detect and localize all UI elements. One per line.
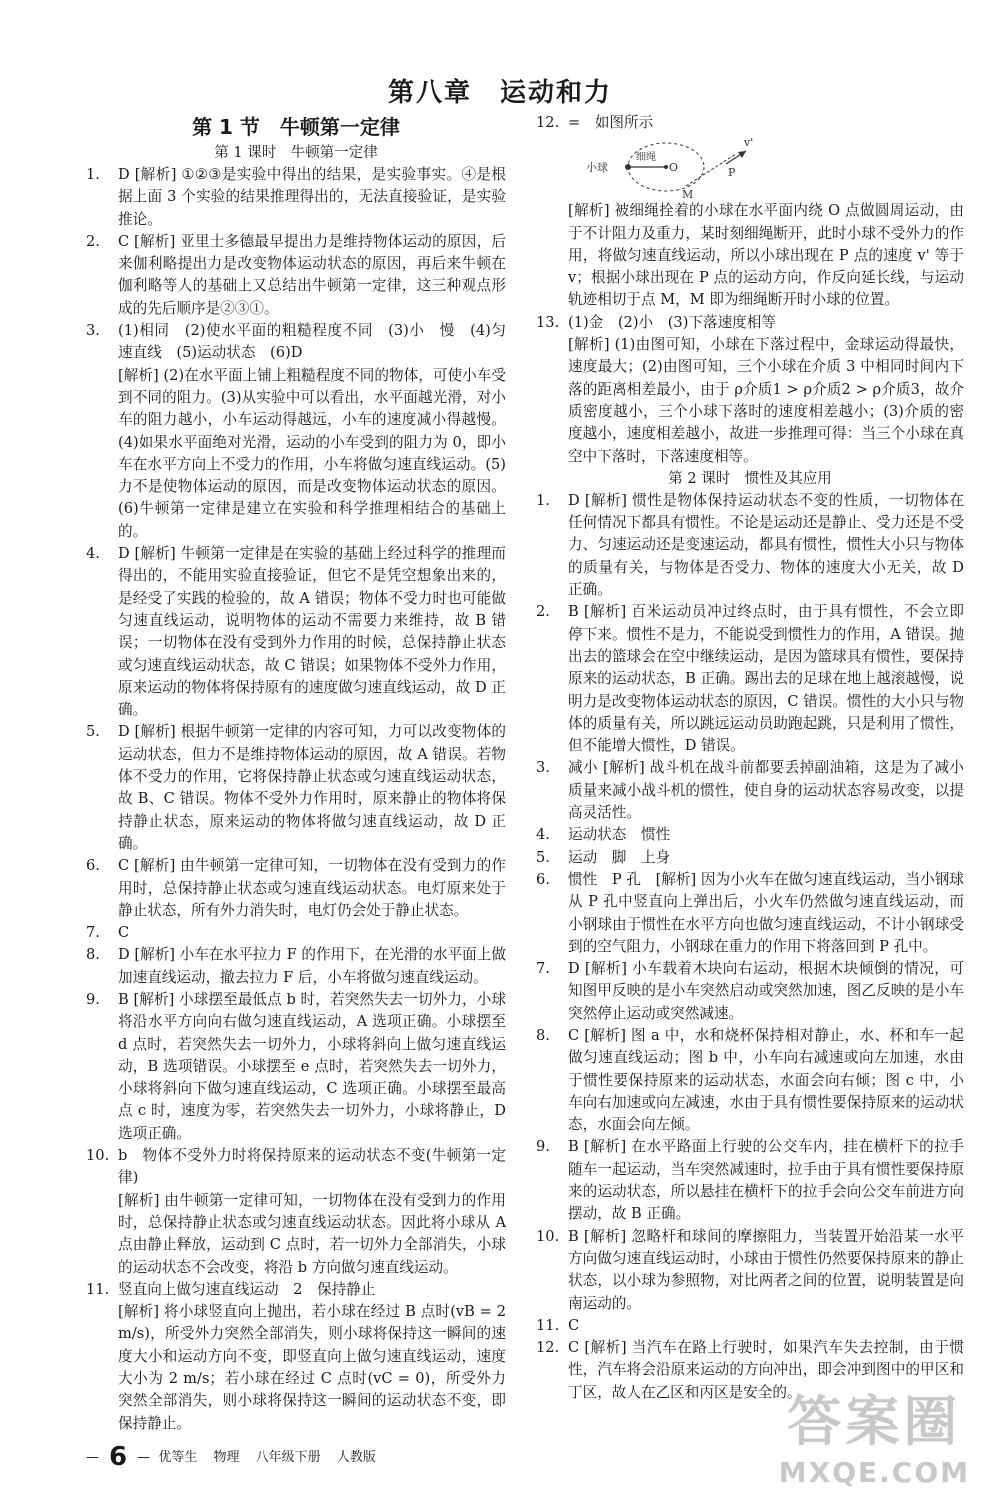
answer-text: b 物体不受外力时将保持原来的运动状态不变(牛顿第一定律) (118, 1147, 506, 1187)
answer-number: 12. (536, 1339, 560, 1357)
answer-item (536, 1136, 964, 1225)
answer-item (536, 869, 964, 958)
answer-number: 13. (536, 313, 560, 331)
answer-text: 运动 脚 上身 (568, 848, 671, 866)
answer-text: C (568, 1316, 580, 1334)
answer-number: 5. (536, 848, 550, 866)
answer-number: 10. (86, 1147, 110, 1165)
answer-number: 6. (536, 870, 550, 888)
answer-item (86, 1279, 506, 1301)
watermark-url: MXQE.COM (778, 1456, 970, 1489)
answer-text: D [解析] ①②③是实验中得出的结果，是实验事实。④是根据上面 3 个实验的结果推理得出的，无法直接验证，是实验推论。 (118, 166, 506, 228)
answer-text: D [解析] 牛顿第一定律是在实验的基础上经过科学的推理而得出的，不能用实验直接验证，但它不是凭空想象出来的，是经受了实践的检验的，故 A 错误；物体不受力时也可能做匀速直线运动，说明物体的运动不需要力来维持，故 B 错误；一切物体在没有受到外力作用的时候，总保持静止状态或匀速直线运动状态，故 C 错误；如果物体不受外力作用，原来运动的物体将保持原有的速度做匀速直线运动，故 D 正确。 (118, 545, 506, 719)
answer-item (86, 543, 506, 721)
answer-text: B [解析] 在水平路面上行驶的公交车内，挂在横杆下的拉手随车一起运动，当车突然减速时，拉手由于具有惯性要保持原来的运动状态，所以悬挂在横杆下的拉手会向公交车前进方向摆动，故 B 正确。 (568, 1138, 964, 1223)
answer-number: 1. (86, 166, 100, 183)
answer-text: [解析] (2)在水平面上铺上粗糙程度不同的物体，可使小车受到不同的阻力。(3)从实验中可以看出，水平面越光滑，对小车的阻力越小，小车运动得越远，小车的速度减小得越慢。(4)如果水平面绝对光滑，运动的小车受到的阻力为 0，即小车在水平方向上不受力的作用，小车将做匀速直线运动。(5)力不是使物体运动的原因，而是改变物体运动状态的原因。(6)牛顿第一定律是建立在实验和科学推理相结合的基础上的。 (118, 366, 506, 540)
answer-number: 4. (86, 545, 100, 563)
answer-text: 竖直向上做匀速直线运动 2 保持静止 (118, 1280, 376, 1298)
answer-number (86, 1301, 118, 1435)
answer-text: B [解析] 百米运动员冲过终点时，由于具有惯性，不会立即停下来。惯性不是力，不能说受到惯性力的作用，A 错误。抛出去的篮球会在空中继续运动，是因为篮球具有惯性，要保持原来的运动状态，B 正确。踢出去的足球在地上越滚越慢，说明力是改变物体运动状态的原因，C 错误。惯性的大小只与物体的质量有关，所以跳远运动员助跑起跳，只是利用了惯性，但不能增大惯性，D 错误。 (568, 603, 964, 755)
answer-item (536, 312, 964, 334)
answer-item (86, 231, 506, 320)
edition: 人教版 (336, 1450, 376, 1465)
answer-text: 运动状态 惯性 (568, 826, 671, 844)
answer-number: 10. (536, 1227, 560, 1245)
answer-item (86, 365, 506, 543)
answer-item (86, 721, 506, 855)
answer-item (86, 855, 506, 922)
left-column (86, 112, 506, 1435)
section-title: 第 1 节 牛顿第一定律 (192, 115, 400, 139)
answer-number: 9. (536, 1138, 550, 1156)
lesson-title: 第 1 课时 牛顿第一定律 (214, 145, 378, 161)
answer-item (536, 200, 964, 311)
right-column (536, 112, 964, 1404)
answer-text: [解析] (1)由图可知，小球在下落过程中，金球运动得最快，速度最大；(2)由图可知，三个小球在介质 3 中相同时间内下落的距离相差最小，由于 ρ介质1 > ρ介质2 > ρ介质3，故介质密度越小，三个小球下落时的速度相差越小；(3)介质的密度越小，速度相差越小，故进一步推理可得：当三个小球在真空中下落时，下落速度相等。 (568, 336, 964, 465)
answer-text: C [解析] 当汽车在路上行驶时，如果汽车失去控制，由于惯性，汽车将会沿原来运动的方向冲出，即会冲到图中的甲区和丁区，故人在乙区和丙区是安全的。 (568, 1339, 964, 1401)
point-p-label: P (728, 166, 736, 180)
answer-item (536, 847, 964, 869)
ball-label: 小球 (586, 161, 608, 175)
brand: 优等生 (158, 1450, 198, 1465)
answer-item (536, 490, 964, 601)
answer-number: 11. (86, 1280, 110, 1298)
answer-text: = 如图所示 (568, 114, 654, 131)
answer-item (86, 1190, 506, 1279)
answer-text: [解析] 由牛顿第一定律可知，一切物体在没有受到力的作用时，总保持静止状态或匀速直线运动状态。因此将小球从 A 点由静止释放，运动到 C 点时，若一切外力全部消失，小球的运动状态不会改变，将沿 b 方向做匀速直线运动。 (118, 1191, 506, 1276)
answer-list-right (536, 200, 964, 468)
answer-item (536, 824, 964, 846)
answer-text: D [解析] 小车在水平拉力 F 的作用下，在光滑的水平面上做加速直线运动，撤去拉力 F 后，小车将做匀速直线运动。 (118, 946, 506, 986)
answer-number: 8. (86, 946, 100, 964)
answer-item (536, 958, 964, 1025)
subject: 物理 (213, 1450, 240, 1465)
watermark (779, 1379, 970, 1489)
rope-label: 细绳 (636, 152, 656, 164)
page-footer: — 6 — 优等生 物理 八年级下册 人教版 (86, 1442, 376, 1472)
watermark-logo: 答案圈 (787, 1390, 962, 1453)
answer-text: B [解析] 忽略杆和球间的摩擦阻力，当装置开始沿某一水平方向做匀速直线运动时，小球由于惯性仍然要保持原来的静止状态，以小球为参照物，对比两者之间的位置，说明装置是向南运动的。 (568, 1227, 964, 1312)
answer-text: D [解析] 根据牛顿第一定律的内容可知，力可以改变物体的运动状态，但力不是维持物体运动的原因，故 A 错误。若物体不受力的作用，它将保持静止状态或匀速直线运动状态，故 B、C 错误。物体不受外力作用时，原来静止的物体将保持静止状态，原来运动的物体将做匀速直线运动，故 D 正确。 (118, 723, 506, 852)
answer-item (86, 944, 506, 989)
answer-number: 9. (86, 990, 100, 1008)
answer-text: C [解析] 由牛顿第一定律可知，一切物体在没有受到力的作用时，总保持静止状态或匀速直线运动状态。电灯原来处于静止状态，所有外力消失时，电灯仍会处于静止状态。 (118, 857, 506, 919)
answer-item (536, 1315, 964, 1337)
velocity-label: v' (744, 136, 754, 150)
page-number: 6 (109, 1442, 128, 1472)
answer-number: 6. (86, 857, 100, 875)
answer-text: D [解析] 惯性是物体保持运动状态不变的性质，一切物体在任何情况下都具有惯性。不论是运动还是静止、受力还是不受力、匀速运动还是变速运动，都具有惯性，惯性大小只与物体的质量有关，与物体是否受力、物体的速度大小无关，故 D 正确。 (568, 491, 964, 599)
answer-text: C (118, 924, 130, 942)
answer-item (86, 922, 506, 944)
answer-number: 8. (536, 1026, 550, 1044)
answer-number: 2. (536, 603, 550, 621)
answer-list-right-2 (536, 490, 964, 1404)
answer-item (86, 1301, 506, 1435)
answer-number (536, 200, 568, 311)
answer-number (86, 365, 118, 543)
answer-text: D [解析] 小车载着木块向右运动，根据木块倾倒的情况，可知图甲反映的是小车突然启动或突然加速，图乙反映的是小车突然停止运动或突然减速。 (568, 960, 964, 1022)
answer-text: [解析] 将小球竖直向上抛出，若小球在经过 B 点时(vB = 2 m/s)，所受外力突然全部消失，则小球将保持这一瞬间的速度大小和运动方向不变，即竖直向上做匀速直线运动，速度大小为 2 m/s；若小球在经过 C 点时(vC = 0)，所受外力突然全部消失，则小球将保持这一瞬间的运动状态不变，即保持静止。 (118, 1303, 506, 1432)
answer-number: 11. (536, 1316, 560, 1334)
answer-text: [解析] 被细绳拴着的小球在水平面内绕 O 点做圆周运动，由于不计阻力及重力，某时刻细绳断开，此时小球不受外力的作用，将做匀速直线运动，所以小球出现在 P 点的速度 v' 等于 v；根据小球出现在 P 点的运动方向，作反向延长线，与运动轨迹相切于点 M，M 即为细绳断开时小球的位置。 (568, 202, 964, 309)
answer-number: 12. (536, 114, 560, 131)
circle-figure (576, 134, 776, 200)
point-m-label: M (682, 188, 694, 201)
answer-text: 惯性 P 孔 [解析] 因为小火车在做匀速直线运动，当小钢球从 P 孔中竖直向上弹出后，小火车仍然做匀速直线运动，而小钢球由于惯性在水平方向也做匀速直线运动，不计小钢球受到的空气阻力，小钢球在重力的作用下将落回到 P 孔中。 (568, 870, 964, 955)
answer-number: 7. (536, 960, 550, 978)
answer-number (86, 1190, 118, 1279)
answer-list-right-top (536, 112, 964, 134)
answer-item (86, 989, 506, 1145)
chapter-title: 第八章 运动和力 (387, 78, 612, 108)
grade: 八年级下册 (255, 1450, 321, 1465)
answer-number: 1. (536, 491, 550, 509)
answer-number: 2. (86, 232, 100, 250)
answer-item (86, 320, 506, 365)
lesson-title-2: 第 2 课时 惯性及其应用 (668, 470, 832, 487)
answer-number: 3. (86, 322, 100, 340)
answer-item (536, 757, 964, 824)
answer-number (536, 334, 568, 468)
answer-number: 7. (86, 924, 100, 942)
answer-number: 5. (86, 723, 100, 741)
answer-text: B [解析] 小球摆至最低点 b 时，若突然失去一切外力，小球将沿水平方向向右做匀速直线运动，A 选项正确。小球摆至 d 点时，若突然失去一切外力，小球将斜向上做匀速直线运动，B 选项错误。小球摆至 e 点时，若突然失去一切外力，小球将斜向下做匀速直线运动，C 选项正确。小球摆至最高点 c 时，速度为零，若突然失去一切外力，小球将静止，D 选项正确。 (118, 990, 506, 1142)
answer-text: (1)相同 (2)使水平面的粗糙程度不同 (3)小 慢 (4)匀速直线 (5)运动状态 (6)D (118, 322, 506, 362)
answer-item (536, 112, 964, 134)
answer-number: 4. (536, 826, 550, 844)
answer-text: C [解析] 亚里士多德最早提出力是维持物体运动的原因，后来伽利略提出力是改变物体运动状态的原因，再后来牛顿在伽利略等人的基础上又总结出牛顿第一定律，这三种观点形成的先后顺序是②③①。 (118, 232, 506, 317)
answer-text: 减小 [解析] 战斗机在战斗前都要丢掉副油箱，这是为了减小质量来减小战斗机的惯性，使自身的运动状态容易改变，以提高灵活性。 (568, 759, 964, 822)
circular-motion-diagram (576, 134, 964, 200)
answer-text: C [解析] 图 a 中，水和烧杯保持相对静止，水、杯和车一起做匀速直线运动；图 b 中，小车向右减速或向左加速，水由于惯性要保持原来的运动状态，水面会向右倾；图 c 中，小车向右加速或向左减速，水由于具有惯性要保持原来的运动状态，水面会向左倾。 (568, 1026, 964, 1134)
answer-item (536, 601, 964, 757)
answer-text: (1)金 (2)小 (3)下落速度相等 (568, 313, 776, 331)
answer-item (536, 1226, 964, 1315)
answer-item (86, 164, 506, 231)
answer-number: 3. (536, 759, 550, 777)
answer-item (536, 334, 964, 468)
answer-item (536, 1025, 964, 1136)
answer-item (86, 1145, 506, 1190)
point-o-label: O (669, 161, 679, 175)
answer-list-left (86, 164, 506, 1435)
